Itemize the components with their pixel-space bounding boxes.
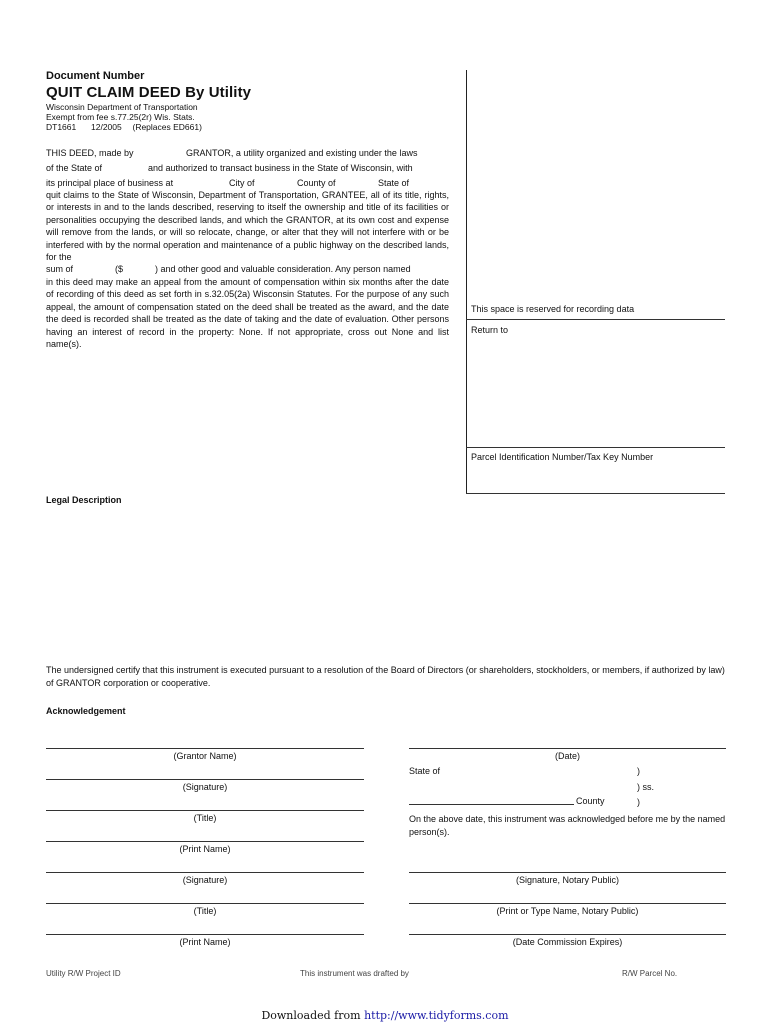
form-date: 12/2005: [91, 122, 122, 132]
paren-1: ): [637, 766, 640, 776]
signature-line-1[interactable]: [46, 779, 364, 780]
commission-line[interactable]: [409, 934, 726, 935]
deed-dollar: ($: [115, 264, 124, 274]
document-number-label: Document Number: [46, 70, 145, 82]
grantor-name-label: (Grantor Name): [173, 751, 237, 761]
exempt-note: Exempt from fee s.77.25(2r) Wis. Stats.: [46, 112, 195, 122]
notary-signature-line[interactable]: [409, 872, 726, 873]
date-line[interactable]: [409, 748, 726, 749]
title-line-2[interactable]: [46, 903, 364, 904]
utility-project-id-cutoff: Utility R/W Project ID: [46, 969, 121, 978]
deed-consideration: ) and other good and valuable consideration. Any person named: [155, 264, 411, 274]
recording-reserved-label: This space is reserved for recording data: [471, 304, 635, 314]
recording-divider: [466, 319, 725, 320]
drafted-by-cutoff: This instrument was drafted by: [300, 969, 409, 978]
recording-box-left-border: [466, 70, 467, 494]
notary-name-label: (Print or Type Name, Notary Public): [496, 906, 639, 916]
deed-paragraph-2: in this deed may make an appeal from the amount of compensation within six months after the date of recording of this deed as set forth in s.32.05(2a) Wisconsin Statutes. For the purpose of any such appeal, the amount of compensation stated on the deed shall be treated as the award, and the date the deed is recorded shall be treated as the date of taking and the date of evaluation. Other persons having an interest of record in the property: None. If not appropriate, cross out None and list name(s).: [46, 277, 449, 350]
notary-signature-label: (Signature, Notary Public): [515, 875, 620, 885]
department-name: Wisconsin Department of Transportation: [46, 102, 198, 112]
recording-box-bottom: [466, 493, 725, 494]
date-label: (Date): [554, 751, 580, 761]
deed-authorized-text: and authorized to transact business in the State of Wisconsin, with: [148, 163, 413, 173]
paren-3: ): [637, 797, 640, 807]
notary-name-line[interactable]: [409, 903, 726, 904]
title-line-1[interactable]: [46, 810, 364, 811]
parcel-no-cutoff: R/W Parcel No.: [622, 969, 678, 978]
deed-county-of: County of: [297, 178, 336, 188]
deed-state-of-2: State of: [378, 178, 410, 188]
footer-link[interactable]: http://www.tidyforms.com: [364, 1009, 509, 1022]
signature-label-1: (Signature): [182, 782, 228, 792]
title-label-2: (Title): [193, 906, 217, 916]
commission-label: (Date Commission Expires): [512, 937, 623, 947]
form-meta: [46, 102, 202, 132]
certification-text: The undersigned certify that this instrument is executed pursuant to a resolution of the Board of Directors (or shareholders, stockholders, or members, if authorized by law) of GRANTOR corporation or cooperative.: [46, 665, 725, 688]
deed-state-of: of the State of: [46, 163, 103, 173]
print-name-line-2[interactable]: [46, 934, 364, 935]
parcel-divider: [466, 447, 725, 448]
legal-description-area[interactable]: [46, 506, 726, 656]
signature-line-2[interactable]: [46, 872, 364, 873]
form-id-line: [46, 122, 202, 132]
grantor-name-line[interactable]: [46, 748, 364, 749]
paren-ss: ) ss.: [637, 782, 654, 792]
deed-paragraph-1: quit claims to the State of Wisconsin, Department of Transportation, GRANTEE, all of its title, rights, or interests in and to the lands described, reserving to itself the ownership and title of its facilities or personalities occupying the described lands, and which the GRANTOR, at its own cost and expense will remove from the lands, or will so relocate, change, or alter that they will not interfere with or be interfered with by the normal operation and maintenance of a public highway on the described lands, for the: [46, 190, 449, 263]
print-name-label-2: (Print Name): [179, 937, 231, 947]
return-to-label: Return to: [471, 325, 509, 335]
deed-city-of: City of: [229, 178, 255, 188]
deed-sum-of: sum of: [46, 264, 74, 274]
county-label: County: [576, 796, 605, 806]
notary-acknowledgement-text: On the above date, this instrument was acknowledged before me by the named person(s).: [409, 814, 726, 837]
notary-state-of: State of: [409, 766, 441, 776]
download-footer: [0, 1009, 770, 1022]
print-name-label-1: (Print Name): [179, 844, 231, 854]
deed-made-by: THIS DEED, made by: [46, 148, 134, 158]
acknowledgement-heading: Acknowledgement: [46, 706, 126, 716]
form-replaces: (Replaces ED661): [132, 122, 202, 132]
page-title: QUIT CLAIM DEED By Utility: [46, 84, 252, 101]
title-label-1: (Title): [193, 813, 217, 823]
footer-prefix: Downloaded from: [261, 1009, 365, 1022]
deed-principal-place: its principal place of business at: [46, 178, 174, 188]
county-input-line[interactable]: [409, 804, 574, 805]
print-name-line-1[interactable]: [46, 841, 364, 842]
deed-line-1: [46, 148, 134, 158]
legal-description-heading: Legal Description: [46, 495, 122, 505]
form-id: DT1661: [46, 122, 77, 132]
parcel-id-label: Parcel Identification Number/Tax Key Number: [471, 452, 654, 462]
signature-label-2: (Signature): [182, 875, 228, 885]
deed-grantor-text: GRANTOR, a utility organized and existing under the laws: [186, 148, 418, 158]
